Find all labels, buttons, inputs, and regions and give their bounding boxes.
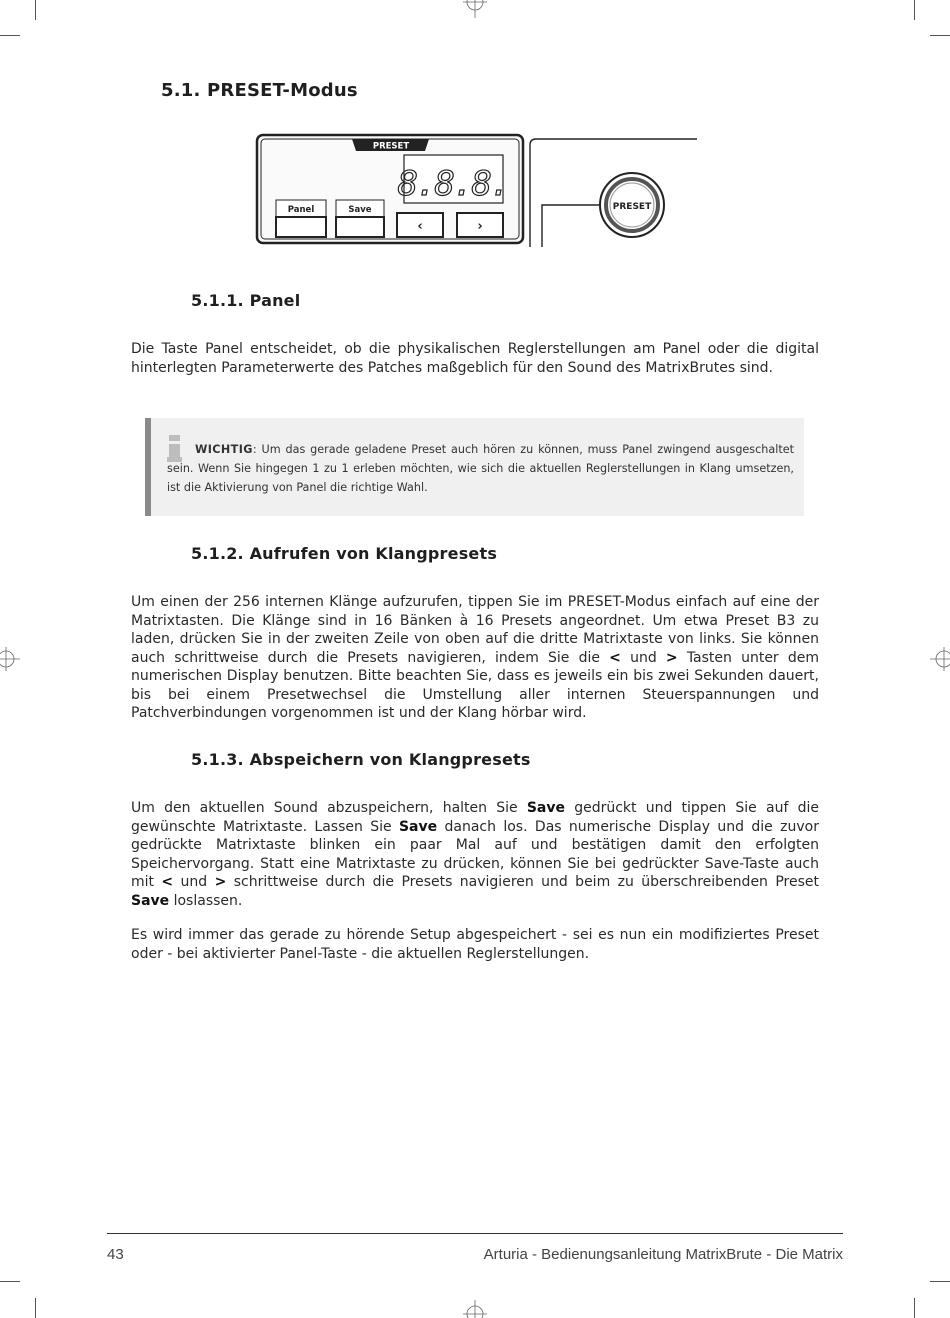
- preset-panel-figure: [255, 133, 700, 249]
- panel-button[interactable]: [276, 200, 326, 237]
- subsection-title-panel: 5.1.1. Panel: [191, 291, 301, 310]
- footer-rule: [107, 1233, 843, 1234]
- save-keyword: Save: [526, 800, 565, 816]
- note-text: [167, 440, 794, 497]
- save-text-d: schrittweise durch die Presets navigieren und beim zu überschreibenden Preset: [226, 874, 819, 890]
- save-keyword: Save: [131, 892, 170, 909]
- save-text-a: Um den aktuellen Sound abzuspeichern, halten Sie: [131, 800, 527, 816]
- save-paragraph-1: [131, 799, 819, 910]
- save-lt: <: [161, 874, 174, 890]
- subsection-title-save: 5.1.3. Abspeichern von Klangpresets: [191, 750, 531, 769]
- footer-title: Arturia - Bedienungsanleitung MatrixBrute - Die Matrix: [483, 1246, 843, 1263]
- crop-mark: [0, 35, 20, 36]
- subsection-title-recall: 5.1.2. Aufrufen von Klangpresets: [191, 544, 498, 563]
- note-lead: WICHTIG: [195, 443, 253, 456]
- previous-button-label: ‹: [417, 219, 423, 234]
- recall-paragraph: [131, 593, 819, 723]
- note-box: [145, 418, 804, 516]
- note-body: : Um das gerade geladene Preset auch hören zu können, muss Panel zwingend ausgeschaltet sein. Wenn Sie hingegen 1 zu 1 erleben möchten, wie sich die aktuellen Reglerstellungen in Klang umsetzen, ist die Aktivierung von Panel die richtige Wahl.: [167, 443, 794, 494]
- save-and: und: [173, 874, 215, 890]
- crop-mark: [35, 1298, 36, 1318]
- page-number: 43: [107, 1246, 124, 1263]
- crop-mark: [914, 1298, 915, 1318]
- registration-mark-bottom: [463, 1298, 487, 1318]
- panel-button-label: Panel: [287, 205, 315, 215]
- crop-mark: [0, 1281, 20, 1282]
- seven-segment-display: 8.8.8.: [397, 164, 509, 204]
- save-button-label: Save: [348, 205, 372, 215]
- next-button[interactable]: [457, 213, 503, 237]
- preset-header-label: PRESET: [372, 141, 410, 152]
- preset-round-button[interactable]: [600, 173, 664, 237]
- save-text-b: gedrückt und tippen Sie auf die gewünschte Matrixtaste. Lassen Sie: [131, 800, 819, 835]
- save-paragraph-2: Es wird immer das gerade zu hörende Setup abgespeichert - sei es nun ein modifiziertes Preset oder - bei aktivierter Panel-Taste - die aktuellen Reglerstellungen.: [131, 927, 819, 962]
- preset-round-button-label: PRESET: [612, 202, 652, 212]
- registration-mark-right: [930, 647, 950, 671]
- crop-mark: [930, 35, 950, 36]
- save-text-c: danach los. Das numerische Display und die zuvor gedrückte Matrixtaste blinken ein paar Mal auf und bestätigen damit den erfolgten Speichervorgang. Statt eine Matrixtaste zu drücken, können Sie bei gedrückter Save-Taste auch mit: [131, 818, 819, 890]
- recall-text-1: Um einen der 256 internen Klänge aufzurufen, tippen Sie im PRESET-Modus einfach auf eine der Matrixtasten. Die Klänge sind in 16 Bänken à 16 Presets angeordnet. Um etwa Preset B3 zu laden, drücken Sie in der zweiten Zeile von oben auf die dritte Matrixtaste von links. Sie können auch schrittweise durch die Presets navigieren, indem Sie die: [131, 594, 819, 666]
- panel-paragraph: Die Taste Panel entscheidet, ob die physikalischen Reglerstellungen am Panel oder die digital hinterlegten Parameterwerte des Patches maßgeblich für den Sound des MatrixBrutes sind.: [131, 341, 819, 376]
- save-button[interactable]: [336, 200, 384, 237]
- section-title: 5.1. PRESET-Modus: [161, 80, 358, 101]
- recall-and: und: [620, 649, 666, 666]
- save-keyword: Save: [398, 818, 438, 835]
- save-text-e: loslassen.: [169, 892, 243, 909]
- crop-mark: [930, 1281, 950, 1282]
- recall-gt: >: [665, 649, 678, 666]
- recall-text-2: Tasten unter dem numerischen Display benutzen. Bitte beachten Sie, dass es jeweils ein bis zwei Sekunden dauert, bis bei einem Presetwechsel die Umstellung aller internen Steuerspannungen und Patchverbindungen vorgenommen ist und der Klang hörbar wird.: [131, 649, 819, 721]
- save-gt: >: [214, 874, 227, 890]
- next-button-label: ›: [477, 219, 483, 234]
- registration-mark-left: [0, 647, 20, 671]
- previous-button[interactable]: [397, 213, 443, 237]
- crop-mark: [914, 0, 915, 20]
- crop-mark: [35, 0, 36, 20]
- recall-lt: <: [609, 649, 621, 666]
- registration-mark-top: [463, 0, 487, 20]
